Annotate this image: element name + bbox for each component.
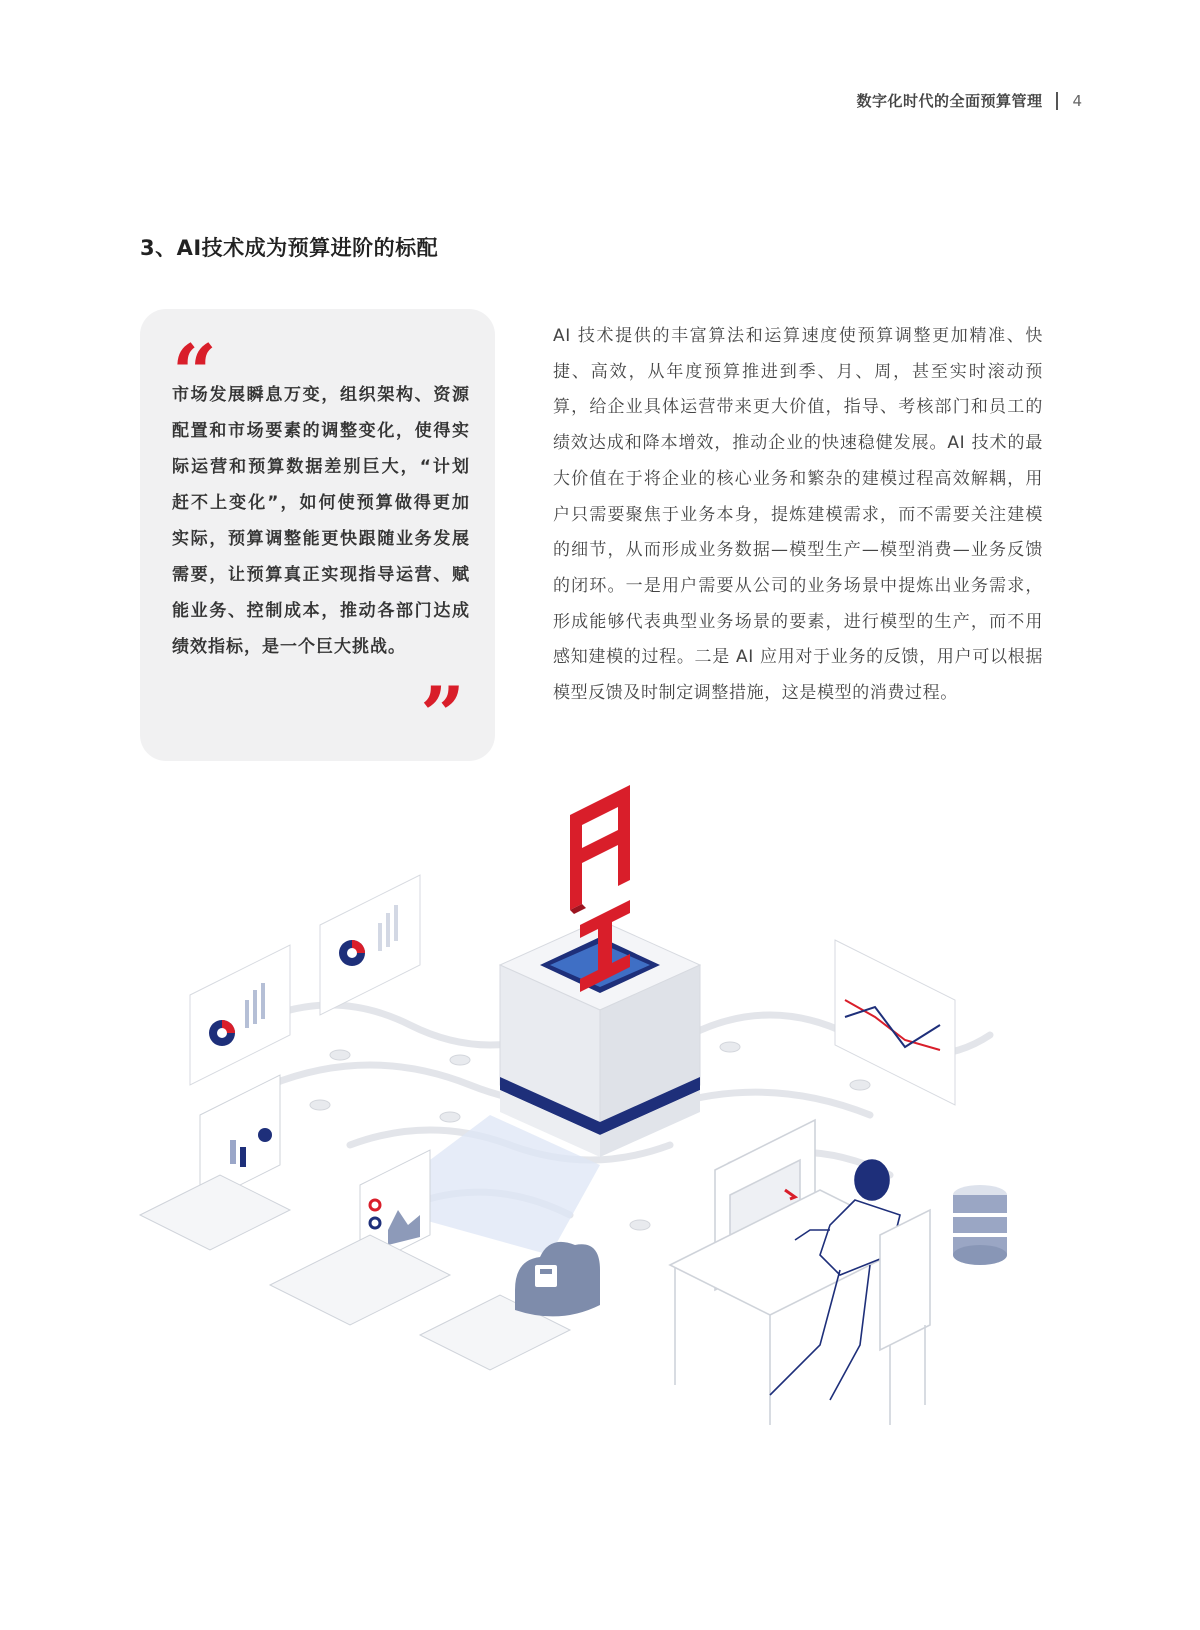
database-icon bbox=[953, 1185, 1007, 1265]
body-paragraph: AI 技术提供的丰富算法和运算速度使预算调整更加精准、快捷、高效，从年度预算推进到季、月、周，甚至实时滚动预算，给企业具体运营带来更大价值，指导、考核部门和员工的绩效达成和降本增效，推动企业的快速稳健发展。AI 技术的最大价值在于将企业的核心业务和繁杂的建模过程高效解耦，用户只需要聚焦于业务本身，提炼建模需求，而不需要关注建模的细节，从而形成业务数据—模型生产—模型消费—业务反馈的闭环。一是用户需要从公司的业务场景中提炼出业务需求，形成能够代表典型业务场景的要素，进行模型的生产，而不用感知建模的过程。二是 AI 应用对于业务的反馈，用户可以根据模型反馈及时制定调整措施，这是模型的消费过程。 bbox=[553, 326, 1043, 704]
chart-panel-center-icon bbox=[320, 875, 420, 1015]
ai-isometric-illustration bbox=[130, 785, 1070, 1485]
line-chart-panel-icon bbox=[835, 940, 955, 1105]
header-divider bbox=[1056, 92, 1058, 110]
quote-text: 市场发展瞬息万变，组织架构、资源配置和市场要素的调整变化，使得实际运营和预算数据差别巨大，“计划赶不上变化”，如何使预算做得更加实际，预算调整能更快跟随业务发展需要，让预算真正实现指导运营、赋能业务、控制成本，推动各部门达成绩效指标，是一个巨大挑战。 bbox=[172, 385, 470, 657]
page-number: 4 bbox=[1072, 91, 1082, 110]
chart-panel-left-icon bbox=[190, 945, 290, 1085]
tablet-icon bbox=[270, 1150, 450, 1325]
document-title: 数字化时代的全面预算管理 bbox=[856, 92, 1043, 110]
laptop-icon bbox=[140, 1075, 290, 1250]
quote-box bbox=[140, 309, 495, 761]
page-header bbox=[856, 90, 1082, 111]
cloud-storage-icon bbox=[515, 1242, 600, 1317]
section-title: 3、AI技术成为预算进阶的标配 bbox=[140, 236, 439, 260]
person-at-desk-icon bbox=[670, 1120, 930, 1425]
quote-open-icon: “ bbox=[172, 328, 217, 419]
quote-close-icon: ” bbox=[420, 670, 465, 761]
